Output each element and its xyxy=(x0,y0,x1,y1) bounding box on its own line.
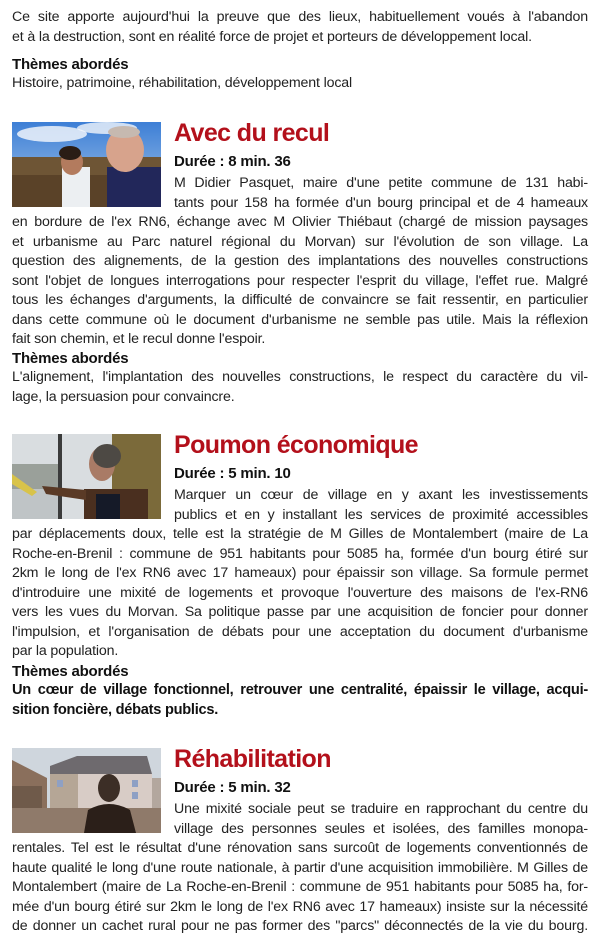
section-text-line: d'introduire une mixité de logements et provoque l'ouverture des maisons de l'ex-RN6 xyxy=(12,584,588,601)
section-text-line: l'impulsion, et l'organisation de débats pour une acceptation du document d'urbanisme xyxy=(12,623,588,640)
video-thumbnail-poumon-economique[interactable] xyxy=(12,434,161,519)
section-text-line: Une mixité sociale peut se traduire en rapprochant du centre du xyxy=(174,801,588,817)
section-title: Poumon économique xyxy=(174,431,418,459)
man-in-courtyard-photo xyxy=(12,748,161,833)
section-text-line: question des alignements, de la gestion des implantations des nouvelles constructions xyxy=(12,253,588,269)
intro-text-line: Ce site apporte aujourd'hui la preuve que des lieux, habituellement voués à l'abandon xyxy=(12,9,588,25)
section-duration: Durée : 5 min. 10 xyxy=(174,465,291,482)
section-text-line: mée d'un bourg étiré sur 2km le long de l'ex RN6 avec 17 hameaux) insiste sur la nécessité xyxy=(12,898,588,915)
section-text-line: rentales. Tel est le résultat d'une rénovation sans surcoût de logements conventionnés de xyxy=(12,840,588,856)
section-text-line: fait son chemin, et le recul donne l'espoir. xyxy=(12,331,266,347)
section-text-line: de donner un cachet rural pour ne pas former des "parcs" déconnectés de la vie du bourg. xyxy=(12,918,588,934)
section-text-line: Roche-en-Brenil : commune de 951 habitants pour 5085 ha, formée d'un bourg étiré sur xyxy=(12,545,588,562)
themes-text: Histoire, patrimoine, réhabilitation, développement local xyxy=(12,75,353,91)
themes-text-line: lage, la persuasion pour convaincre. xyxy=(12,388,235,405)
section-text-line: haute qualité le long d'une route nationale, à partir d'une acquisition immobilière. M Gilles de xyxy=(12,859,588,876)
section-text-line: M Didier Pasquet, maire d'une petite commune de 131 habi- xyxy=(174,175,588,191)
themes-text-line: sition foncière, débats publics. xyxy=(12,701,219,718)
two-men-in-field-photo xyxy=(12,122,161,207)
section-text-line: Marquer un cœur de village en y axant les investissements xyxy=(174,487,588,503)
themes-heading: Thèmes abordés xyxy=(12,56,129,73)
section-text-line: et urbanisme au Parc naturel régional du Morvan) sur l'évolution de son village. La xyxy=(12,233,588,250)
section-text-line: Montalembert (maire de La Roche-en-Brenil : commune de 951 habitants pour 5085 ha, for- xyxy=(12,879,588,895)
section-text-line: en bordure de l'ex RN6, échange avec M Olivier Thiébaut (chargé de mission paysages xyxy=(12,214,588,230)
section-duration: Durée : 5 min. 32 xyxy=(174,779,291,796)
themes-text-line: Un cœur de village fonctionnel, retrouver une centralité, épaissir le village, acqui- xyxy=(12,682,588,698)
themes-text-line: L'alignement, l'implantation des nouvelles constructions, le respect du caractère du vil- xyxy=(12,369,588,385)
video-thumbnail-avec-du-recul[interactable] xyxy=(12,122,161,207)
section-title: Avec du recul xyxy=(174,119,330,147)
video-thumbnail-rehabilitation[interactable] xyxy=(12,748,161,833)
man-at-window-photo xyxy=(12,434,161,519)
themes-heading: Thèmes abordés xyxy=(12,663,129,680)
intro-text-line: et à la destruction, sont en réalité force de projet et porteurs de développement local. xyxy=(12,28,532,45)
section-text-line: sont l'objet de longues interrogations pour respecter l'esprit du village, l'effet rue. Malgré xyxy=(12,272,588,289)
themes-heading: Thèmes abordés xyxy=(12,350,129,367)
section-text-line: par la population. xyxy=(12,643,119,659)
section-title: Réhabilitation xyxy=(174,745,331,773)
section-text-line: vers les vues du Morvan. Sa politique passe par une acquisition de foncier pour donner xyxy=(12,604,588,620)
section-text-line: dans cette commune où le document d'urbanisme ne semble pas utile. Mais la réflexion xyxy=(12,311,588,328)
section-text-line: publics et en y installant les services de proximité accessibles xyxy=(174,506,588,523)
section-text-line: tous les échanges d'arguments, la difficulté de convaincre se fait ressentir, en particulier xyxy=(12,292,588,308)
section-text-line: tants pour 158 ha formée d'un bourg principal et de 4 hameaux xyxy=(174,194,588,211)
section-text-line: village des personnes seules et isolées, des familles monopa- xyxy=(174,820,588,837)
section-text-line: par déplacements doux, telle est la stratégie de M Gilles de Montalembert (maire de La xyxy=(12,526,588,542)
section-duration: Durée : 8 min. 36 xyxy=(174,153,291,170)
section-text-line: 2km le long de l'ex RN6 avec 17 hameaux) pour épaissir son village. Sa formule permet xyxy=(12,565,588,581)
